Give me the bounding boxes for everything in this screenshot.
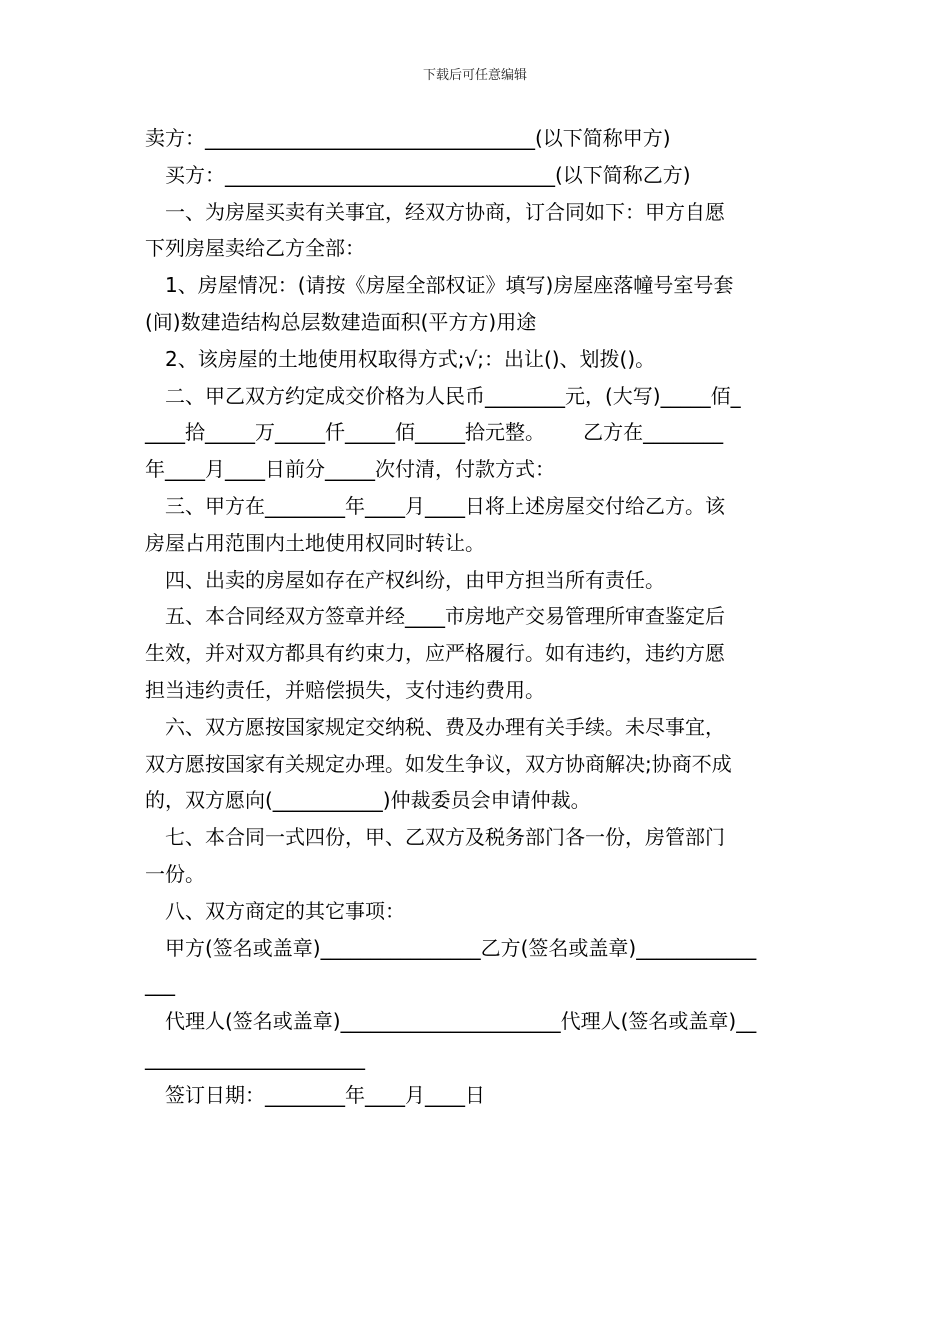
- clause-7-cont: 一份。: [145, 861, 205, 886]
- signature-agent-cont: ______________________: [145, 1045, 365, 1070]
- clause-3-cont: 房屋占用范围内土地使用权同时转让。: [145, 530, 485, 555]
- signature-party-line: 甲方(签名或盖章)________________乙方(签名或盖章)____________: [165, 935, 757, 960]
- clause-5-cont-1: 生效，并对双方都具有约束力，应严格履行。如有违约，违约方愿: [145, 641, 725, 666]
- clause-8-line: 八、双方商定的其它事项：: [165, 898, 405, 923]
- clause-1-item-1: 1、房屋情况：(请按《房屋全部权证》填写)房屋座落幢号室号套: [165, 273, 734, 298]
- clause-1-line: 一、为房屋买卖有关事宜，经双方协商，订合同如下：甲方自愿: [165, 199, 725, 224]
- contract-body: [145, 120, 810, 1114]
- clause-2-line: 二、甲乙双方约定成交价格为人民币________元，(大写)_____佰_: [165, 383, 741, 408]
- clause-5-line: 五、本合同经双方签章并经____市房地产交易管理所审查鉴定后: [165, 604, 725, 629]
- clause-1-item-1-cont: (间)数建造结构总层数建造面积(平方方)用途: [145, 309, 537, 334]
- buyer-line: 买方：_________________________________(以下简称乙方): [165, 162, 691, 187]
- clause-1-cont: 下列房屋卖给乙方全部：: [145, 236, 365, 261]
- clause-6-cont-1: 双方愿按国家有关规定办理。如发生争议，双方协商解决;协商不成: [145, 751, 732, 776]
- seller-line: 卖方：_________________________________(以下简称甲方): [145, 126, 671, 150]
- clause-4-line: 四、出卖的房屋如存在产权纠纷，由甲方担当所有责任。: [165, 567, 665, 592]
- page-header: 下载后可任意编辑: [422, 68, 527, 83]
- signature-party-cont: ___: [145, 972, 175, 997]
- clause-6-cont-2: 的，双方愿向(___________)仲裁委员会申请仲裁。: [145, 788, 591, 813]
- clause-3-line: 三、甲方在________年____月____日将上述房屋交付给乙方。该: [165, 493, 725, 518]
- clause-1-item-2: 2、该房屋的土地使用权取得方式;√;：出让()、划拨()。: [165, 346, 656, 371]
- signature-agent-line: 代理人(签名或盖章)______________________代理人(签名或盖章)__: [165, 1009, 757, 1034]
- clause-7-line: 七、本合同一式四份，甲、乙双方及税务部门各一份，房管部门: [165, 825, 725, 850]
- clause-6-line: 六、双方愿按国家规定交纳税、费及办理有关手续。未尽事宜，: [165, 714, 725, 739]
- clause-2-cont-2: 年____月____日前分_____次付清，付款方式：: [145, 457, 555, 482]
- signing-date-line: 签订日期：________年____月____日: [165, 1082, 485, 1107]
- clause-2-cont-1: ____拾_____万_____仟_____佰_____拾元整。 乙方在________: [145, 420, 724, 445]
- clause-5-cont-2: 担当违约责任，并赔偿损失，支付违约费用。: [145, 677, 545, 702]
